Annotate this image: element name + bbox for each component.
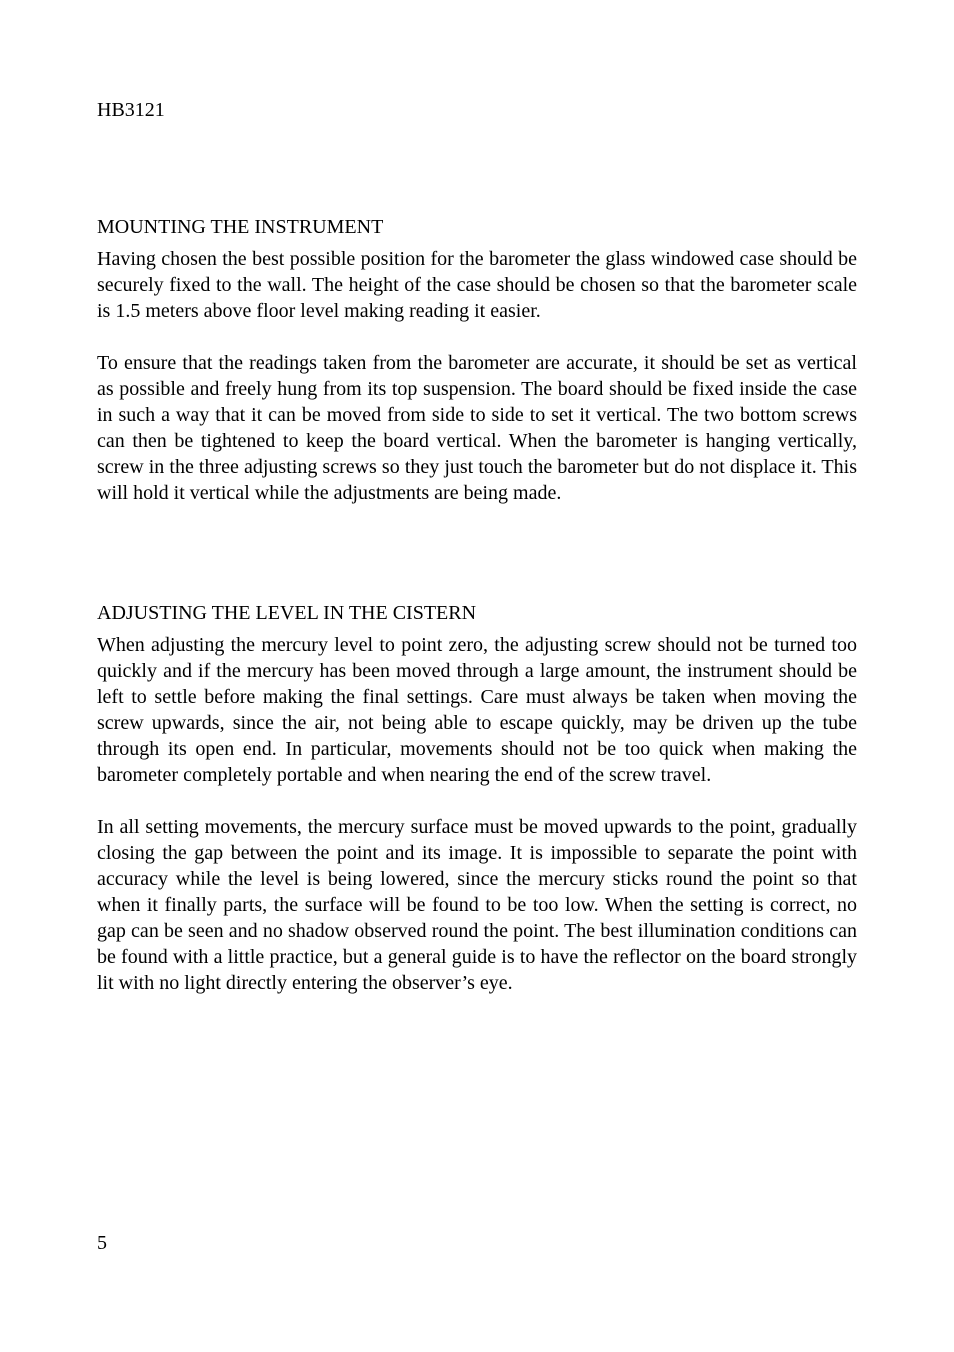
section-mounting-the-instrument — [97, 214, 857, 506]
paragraph: When adjusting the mercury level to point zero, the adjusting screw should not be turned too quickly and if the mercury has been moved through a large amount, the instrument should be left to settle before making the final settings. Care must always be taken when moving the screw upwards, since the air, not being able to escape quickly, may be driven up the tube through its open end. In particular, movements should not be too quick when making the barometer completely portable and when nearing the end of the screw travel. — [97, 634, 857, 786]
paragraph: Having chosen the best possible position for the barometer the glass windowed case should be securely fixed to the wall. The height of the case should be chosen so that the barometer scale is 1.5 meters above floor level making reading it easier. — [97, 248, 857, 322]
section-adjusting-the-level — [97, 600, 857, 996]
section-heading: MOUNTING THE INSTRUMENT — [97, 216, 384, 238]
paragraph: In all setting movements, the mercury surface must be moved upwards to the point, gradually closing the gap between the point and its image. It is impossible to separate the point with accuracy while the level is being lowered, since the mercury sticks round the point so that when it finally parts, the surface will be found to be too low. When the setting is correct, no gap can be seen and no shadow observed round the point. The best illumination conditions can be found with a little practice, but a general guide is to have the reflector on the board strongly lit with no light directly entering the observer’s eye. — [97, 816, 857, 994]
document-code: HB3121 — [97, 99, 165, 121]
page-number: 5 — [97, 1232, 107, 1254]
section-heading: ADJUSTING THE LEVEL IN THE CISTERN — [97, 602, 477, 624]
paragraph: To ensure that the readings taken from the barometer are accurate, it should be set as vertical as possible and freely hung from its top suspension. The board should be fixed inside the case in such a way that it can be moved from side to side to set it vertical. The two bottom screws can then be tightened to keep the board vertical. When the barometer is hanging vertically, screw in the three adjusting screws so they just touch the barometer but do not displace it. This will hold it vertical while the adjustments are being made. — [97, 352, 857, 504]
